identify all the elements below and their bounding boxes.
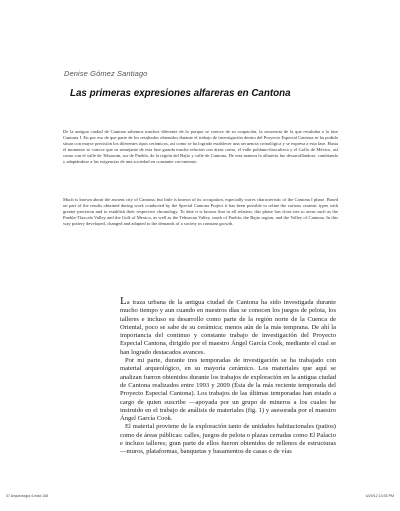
print-footer (6, 494, 394, 502)
body-paragraph-3: El material proviene de la exploración tanto de unidades habitacionales (patios) como de áreas públicas: calles, juegos de pelota o plazas cerradas como El Palacio e incluso talleres; gran parte de ellos fueron obtenidos de rellenos de estructuras —muros, plataformas, banquetas y basamentos de casas o de vías (120, 423, 336, 456)
article-body (120, 297, 336, 457)
body-paragraph-1-text: a traza urbana de la antigua ciudad de Cantona ha sido investigada durante mucho tiempo y aun cuando en nuestros días se conocen los juegos de pelota, los talleres e incluso su desarrollo como parte de la región norte de la Cuenca de Oriental, poco se sabe de su cerámica; menos aún de la más temprana. De ahí la importancia del continuo y constante trabajo de investigación del Proyecto Especial Cantona, dirigido por el maestro Ángel García Cook, mediante el cual se han logrado destacados avances. (120, 299, 336, 356)
drop-cap: L (120, 295, 127, 307)
abstract-english: Much is known about the ancient city of Cantona, but little is known of its occupation, especially wares characteristic of the Cantona I phase. Based on part of the results obtained during work conducted by the Special Cantona Project it has been possible to refine the various ceramic types with greater precision and to establish their respective chronology. To date it is known that in all relation, this phase has close ties to areas such as the Puebla-Tlaxcala Valley and the Gulf of Mexico, as well as the Tehuacan Valley, south of Puebla, the Bajio region, and the Valley of Cantona. In this way pottery developed, changed and adapted to the demands of a society in constant growth. (63, 197, 338, 227)
body-paragraph-2: Por mi parte, durante tres temporadas de investigación se ha trabajado con material arqueológico, en su mayoría cerámico. Los materiales que aquí se analizan fueron obtenidos durante los trabajos de exploración en la antigua ciudad de Cantona realizados entre 1993 y 2009 (Ésta de la más reciente temporada del Proyecto Especial Cantona). Los trabajos de las últimas temporadas han estado a cargo de quien suscribe —apoyada por un grupo de mineros a los cuales he instruido en el trabajo de análisis de materiales (fig. 1) y asesorada por el maestro Ángel García Cook. (120, 357, 336, 423)
author-name: Denise Gómez Santiago (64, 69, 148, 78)
footer-timestamp: 4/29/12 10:35 PM (365, 494, 394, 498)
abstract-spanish: De la antigua ciudad de Cantona sabemos muchos diferente de lo porque se conoce de su ocupación, la secuencia de la que resultaba a la fase Cantona I. En por eso de que parte de los resultados obtenidos durante el trabajo de investigación dentro del Proyecto Especial Cantona se ha podido situar con mayor precisión los diferentes tipos cerámicos, así como se ha logrado establecer una secuencia cronológica y se expresa a esta fase. Hasta el momento se conoce que su semejante de esta fase guarda mucha relación con áreas como, el valle poblano-tlaxcalteca y el Golfo de México, así como con el valle de Tehuacán, sur de Puebla, de la región del Bajío y valle de Cantona. De esta manera la alfarería fue desarrollándose, cambiando y adaptándose a las exigencias de una sociedad en constante crecimiento. (63, 129, 338, 165)
article-title: Las primeras expresiones alfareras en Cantona (70, 88, 291, 99)
body-paragraph-1 (120, 297, 336, 357)
footer-file-name: 07 Arqueología 4.indd 158 (6, 494, 48, 498)
